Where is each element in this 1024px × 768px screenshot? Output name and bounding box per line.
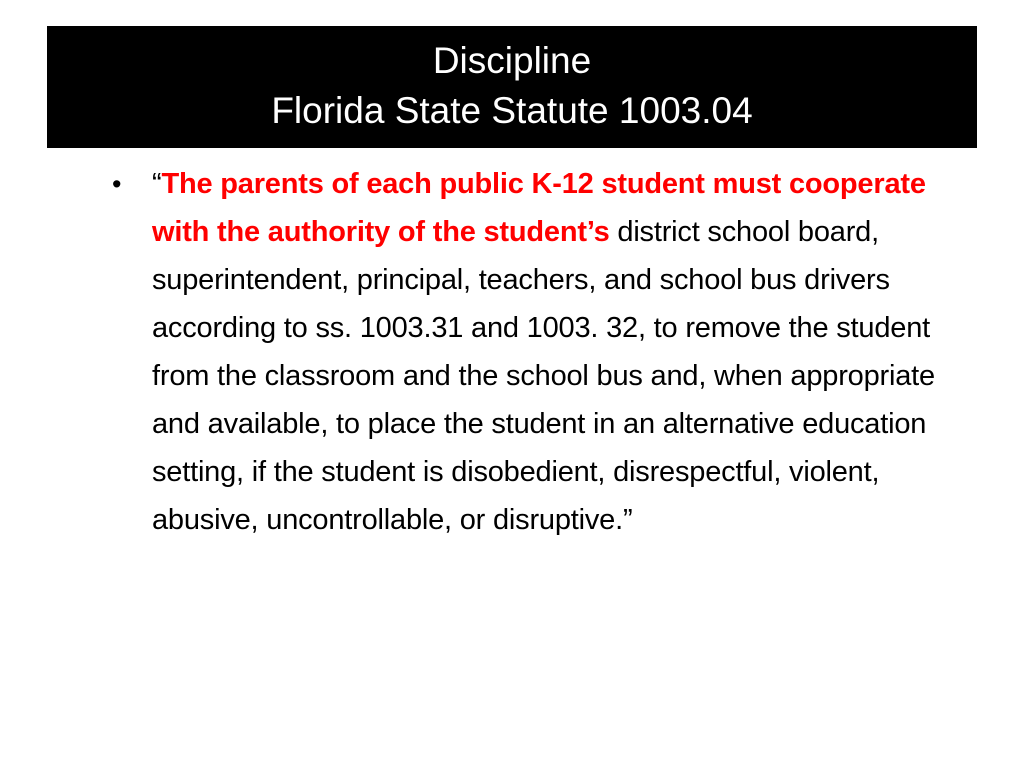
slide-body [112, 160, 972, 544]
statute-text: district school board, superintendent, principal, teachers, and school bus drivers according to ss. 1003.31 and 1003. 32, to remove the student from the classroom and the school bus and, when appropriate and available, to place the student in an alternative education setting, if the student is disobedient, disrespectful, violent, abusive, uncontrollable, or disruptive.” [152, 216, 935, 536]
open-quote: “ [152, 168, 162, 200]
slide-subtitle: Florida State Statute 1003.04 [271, 90, 753, 131]
bullet-marker: • [112, 169, 122, 199]
emphasized-text: The parents of each public K-12 student must cooperate with the authority of the student’s [152, 168, 926, 248]
bullet-item [112, 160, 972, 544]
bullet-text [152, 160, 967, 544]
title-bar [47, 26, 977, 148]
slide-title: Discipline [432, 40, 592, 81]
